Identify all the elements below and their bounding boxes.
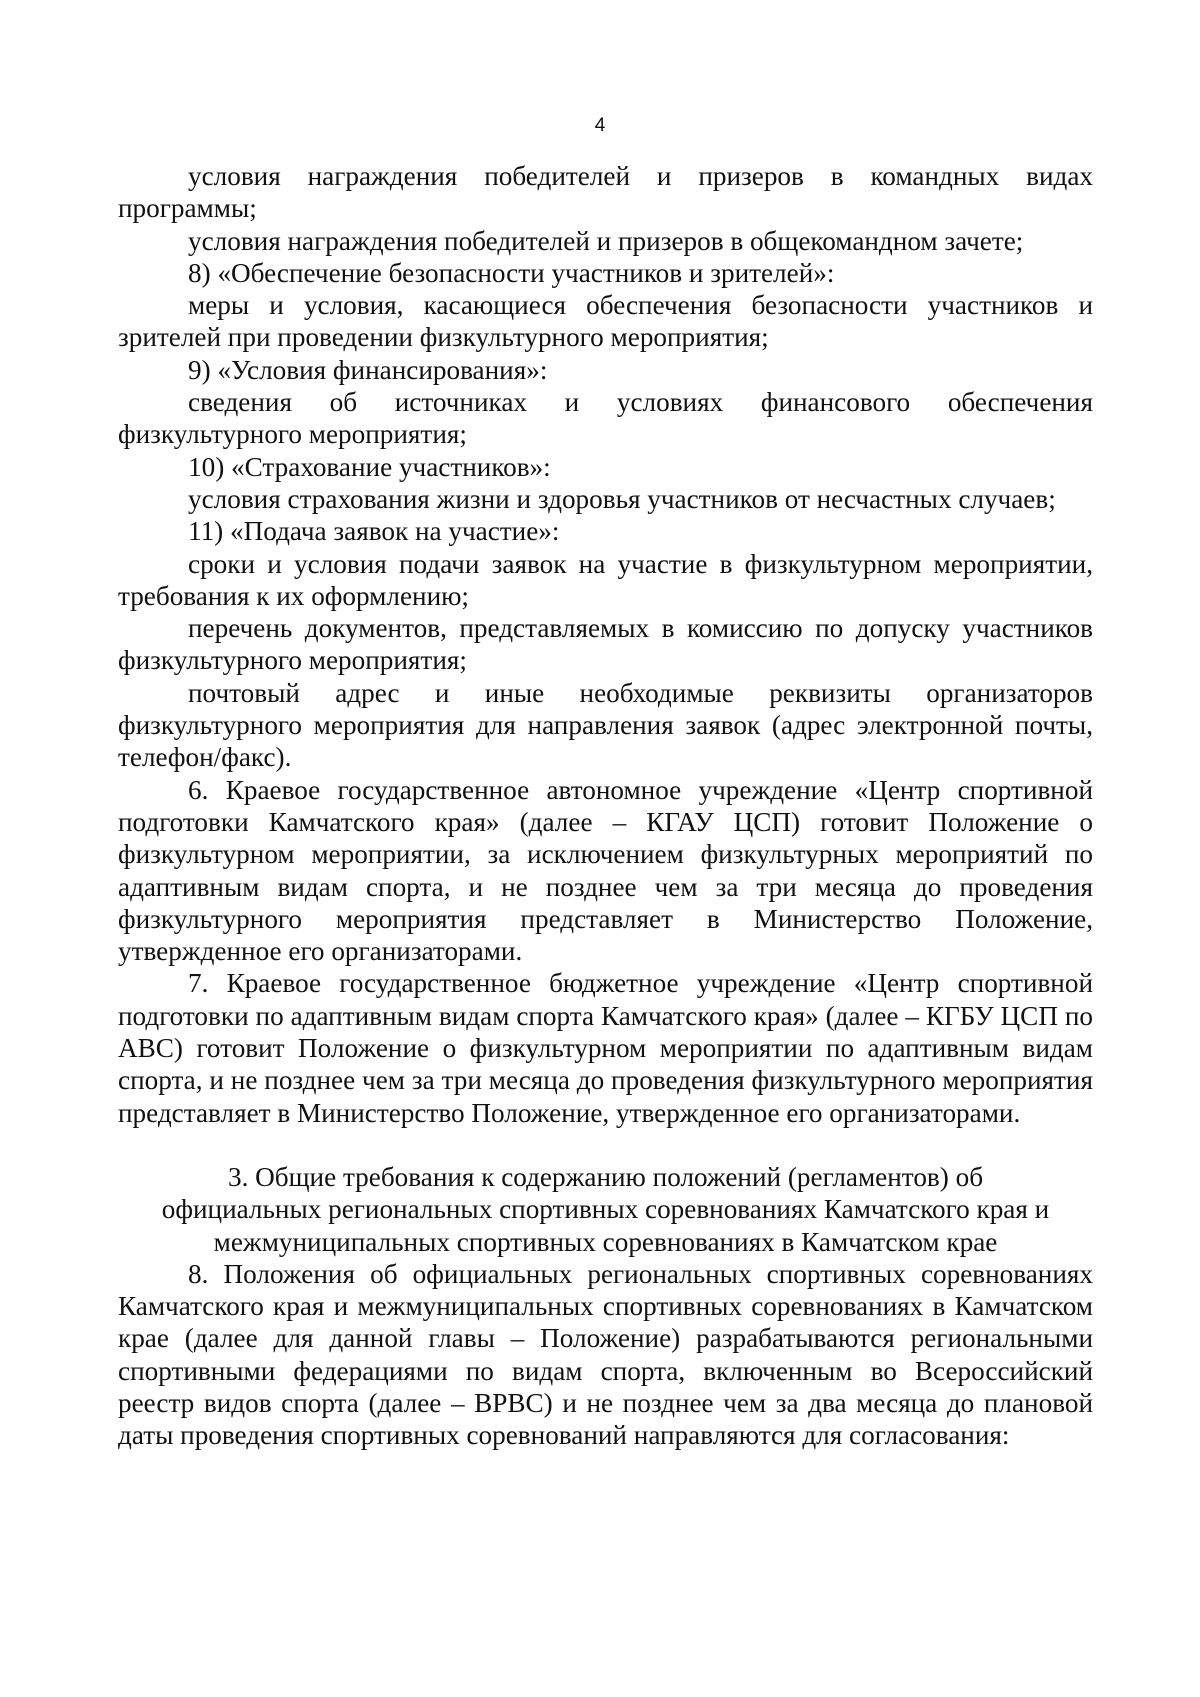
paragraph: 7. Краевое государственное бюджетное учреждение «Центр спортивной подготовки по адаптивным видам спорта Камчатского края» (далее – КГБУ ЦСП по АВС) готовит Положение о физкультурном мероприятии по адаптивным видам спорта, и не позднее чем за три месяца до проведения физкультурного мероприятия представляет в Министерство Положение, утвержденное его организаторами. xyxy=(118,968,1093,1128)
paragraph: сведения об источниках и условиях финансового обеспечения физкультурного мероприятия; xyxy=(118,387,1093,450)
paragraph: 8) «Обеспечение безопасности участников и зрителей»: xyxy=(188,257,835,288)
paragraph: условия страхования жизни и здоровья участников от несчастных случаев; xyxy=(188,483,1056,514)
paragraph: 10) «Страхование участников»: xyxy=(188,451,551,482)
paragraph: условия награждения победителей и призеров в командных видах программы; xyxy=(118,161,1093,224)
paragraph: меры и условия, касающиеся обеспечения безопасности участников и зрителей при проведении физкультурного мероприятия; xyxy=(118,290,1093,353)
paragraph: 11) «Подача заявок на участие»: xyxy=(188,516,560,547)
paragraph: 6. Краевое государственное автономное учреждение «Центр спортивной подготовки Камчатского края» (далее – КГАУ ЦСП) готовит Положение о физкультурном мероприятии, за исключением физкультурных мероприятий по адаптивным видам спорта, и не позднее чем за три месяца до проведения физкультурного мероприятия представляет в Министерство Положение, утвержденное его организаторами. xyxy=(118,774,1093,967)
paragraph: перечень документов, представляемых в комиссию по допуску участников физкультурного мероприятия; xyxy=(118,613,1093,676)
paragraph: 8. Положения об официальных региональных спортивных соревнованиях Камчатского края и межмуниципальных спортивных соревнованиях в Камчатском крае (далее для данной главы – Положение) разрабатываются региональными спортивными федерациями по видам спорта, включенным во Всероссийский реестр видов спорта (далее – ВРВС) и не позднее чем за два месяца до плановой даты проведения спортивных соревнований направляются для согласования: xyxy=(118,1258,1093,1451)
paragraph: сроки и условия подачи заявок на участие в физкультурном мероприятии, требования к их оформлению; xyxy=(118,548,1093,611)
paragraph: почтовый адрес и иные необходимые реквизиты организаторов физкультурного мероприятия для направления заявок (адрес электронной почты, телефон/факс). xyxy=(118,677,1093,773)
paragraph: 9) «Условия финансирования»: xyxy=(188,354,548,385)
paragraph: условия награждения победителей и призеров в общекомандном зачете; xyxy=(188,225,1024,256)
page-number: 4 xyxy=(594,115,606,136)
section-heading: 3. Общие требования к содержанию положений (регламентов) об официальных региональных спортивных соревнованиях Камчатского края и межмуниципальных спортивных соревнованиях в Камчатском крае xyxy=(161,1161,1050,1257)
document-body xyxy=(118,160,1093,1452)
